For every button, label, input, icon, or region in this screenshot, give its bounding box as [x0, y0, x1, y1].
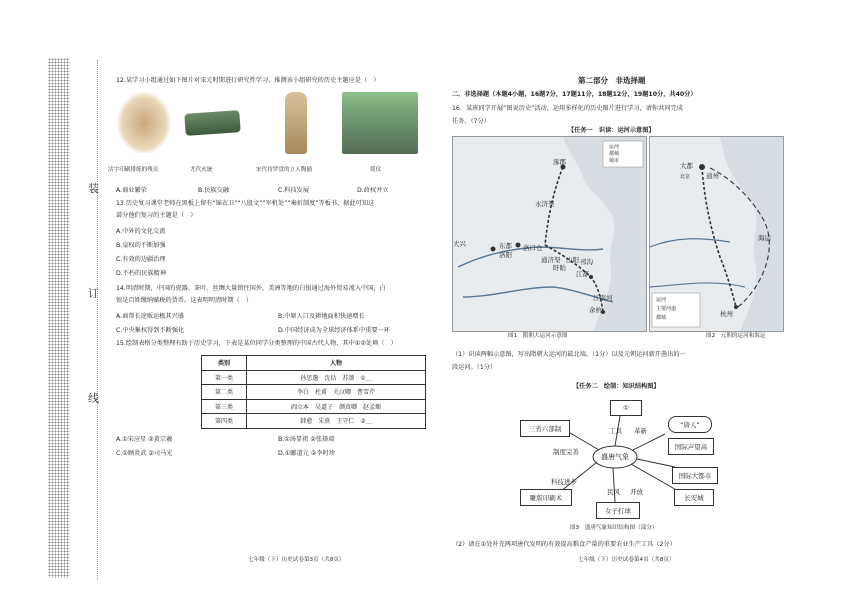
q13-option-d: D.不朽的民族精神: [116, 270, 167, 277]
mindmap-changan: 长安城: [674, 489, 714, 506]
map1-label-hangou: 邗沟: [580, 258, 593, 266]
photo-figurine: [285, 92, 307, 154]
task2-title: 【任务二 绘制：知识结构图】: [573, 383, 660, 390]
binding-line: [97, 60, 98, 580]
table-cell-people: 李白 杜甫 关汉卿 曹雪芹: [247, 385, 426, 400]
footer-right: 七年级（下）历史试卷第4页（共8页）: [578, 557, 675, 563]
fig1-caption: 图1 隋朝大运河示意图: [508, 333, 568, 339]
q12-caption-2: 尤代火铳: [190, 167, 213, 173]
map1-label-shanyang: 山阳: [566, 256, 579, 264]
table-header-row: [202, 356, 426, 371]
q12-option-d: D.政权并立: [357, 187, 389, 194]
map2-legend-canal: 运河: [656, 297, 667, 303]
map-yuan-canal: [649, 136, 784, 332]
table-cell-people: 阎立本 吴道子 颜真卿 赵孟頫: [247, 399, 426, 414]
map2-label-dadu: 大都: [680, 162, 693, 170]
map1-label-luokoucang: 洛口仓: [523, 244, 543, 252]
map1-label-tongjiqu: 通济渠: [541, 256, 561, 264]
map2-label-tongzhou: 通州: [706, 172, 719, 180]
map1-label-luoyang: 洛阳: [499, 251, 512, 259]
mindmap-link-tools: 工具: [609, 427, 622, 435]
table-cell-category: 第三类: [202, 399, 247, 414]
mindmap-prestige: 国际声望高: [668, 438, 714, 455]
q15-option-d: D.①郦道元 ②李时珍: [278, 450, 335, 457]
q13-option-a: A.中外的文化交流: [116, 228, 166, 235]
map-sui-canal: [452, 136, 647, 332]
binding-ding: 订: [88, 287, 99, 300]
table-cell-people: 韩愈 朱熹 王守仁 ②＿: [247, 414, 426, 429]
table-cell-category: 第二类: [202, 385, 247, 400]
mindmap-metropolis: 国际大都市: [672, 467, 718, 484]
q13-option-c: C.有效的边疆治理: [116, 256, 166, 263]
mindmap-link-open: 开放: [630, 488, 643, 496]
q16-1-line-2: 段运河。（1分）: [452, 364, 497, 371]
q12-option-a: A.商业繁荣: [116, 187, 147, 194]
q12-caption-1: 活字印刷排练的残页: [108, 167, 159, 173]
mindmap-blank-1: ①: [610, 400, 642, 416]
binding-xian: 线: [88, 392, 99, 405]
photo-type-fragment: [118, 93, 170, 153]
q16-1-line-1: （1）识读两幅示意图，写出隋朝大运河的最北端。（1分）以及元朝运河新开凿出的一: [452, 351, 686, 358]
map1-label-xuyi: 盱眙: [553, 264, 566, 272]
map1-legend-canal: 运河: [609, 144, 620, 150]
footer-left: 七年级（下）历史试卷第3页（共8页）: [248, 557, 345, 563]
table-header-people: 人物: [247, 356, 426, 371]
table-cell-category: 第一类: [202, 370, 247, 385]
map-sui-svg: [453, 137, 646, 331]
q15-option-b: B.①汤显祖 ②张择端: [278, 436, 335, 443]
q12-option-c: C.科技发展: [278, 187, 310, 194]
q14-stem-2: 银是百姓缴纳赋税的货币。这表明明清时期（ ）: [116, 297, 253, 304]
q12-option-b: B.民族交融: [198, 187, 229, 194]
table-row: [202, 399, 426, 414]
mindmap-printing: 雕版印刷术: [520, 489, 572, 506]
mindmap-link-reform: 革新: [634, 427, 647, 435]
q14-option-a: A.商帮长途贩运极其兴盛: [116, 313, 184, 320]
mindmap-link-customs: 民风: [607, 488, 620, 496]
mindmap-tangren: “唐人”: [668, 416, 712, 433]
q15-table: [201, 355, 426, 429]
table-header-category: 类别: [202, 356, 247, 371]
q13-stem-2: 部分他们复习的主题是（ ）: [116, 212, 197, 219]
mindmap-link-system: 制度完善: [553, 448, 579, 456]
task1-title: 【任务一 识读：运河示意图】: [568, 127, 655, 134]
q14-option-b: B.中原人口及耕地面积快速增长: [278, 313, 365, 320]
q12-caption-4: 简仪: [370, 167, 382, 173]
map2-label-hangzhou: 杭州: [720, 310, 733, 318]
map1-label-yuhang: 余杭: [589, 306, 602, 314]
q13-stem-1: 13.历史复习课堂老师在黑板上留有“锦衣卫”“八股文”“军机处”“奏折制度”等板书，据此可知这: [116, 200, 375, 207]
mindmap-center: 盛唐气象: [601, 453, 629, 461]
q16-2: （2）请在①处补充两项唐代发明的有效提高粮食产量的重要农业生产工具（2分）: [452, 541, 676, 548]
q15-option-c: C.①顾炎武 ②司马光: [116, 450, 173, 457]
binding-hatch: [48, 58, 70, 578]
map1-label-dongdu: 东都: [499, 242, 512, 250]
table-row: [202, 385, 426, 400]
map1-label-yongjiqu: 永济渠: [535, 200, 555, 208]
table-row: [202, 414, 426, 429]
q12-caption-3: 宋代持罗盘的立人陶俑: [256, 167, 312, 173]
map2-legend-capital: 都城: [656, 315, 667, 321]
table-cell-category: 第四类: [202, 414, 247, 429]
map1-label-zhuojun: 涿郡: [553, 158, 566, 166]
q12-stem: 12.某学习小组通过如下图片对宋元时期进行研究性学习，推测该小组研究的历史主题应是（ ）: [116, 77, 380, 84]
map2-legend-river: 主要河道: [656, 306, 677, 312]
fig2-caption: 图2 元朝的运河和海运: [706, 333, 766, 339]
q16-stem-1: 16．某班同学开展“图说历史”活动，运用多样化的历史图片进行学习，请你共同完成: [452, 105, 683, 112]
q14-option-c: C.中央集权得到不断强化: [116, 327, 185, 334]
map1-label-jiangnanhe: 江南河: [593, 294, 613, 302]
map1-label-jiangdu: 江都: [576, 270, 589, 278]
fig3-caption: 图3 盛唐气象知识结构图（部分）: [570, 525, 658, 531]
section-title: 第二部分 非选择题: [578, 76, 646, 85]
binding-zhuang: 装: [88, 182, 99, 195]
table-row: [202, 370, 426, 385]
map2-label-haiyun: 海运: [758, 234, 771, 242]
q14-option-d: D.中国经济成为全球经济体系中重要一环: [278, 327, 390, 334]
q14-stem-1: 14.明清时期，中国的瓷器、茶叶、丝绸大量销往国外，美洲等地的白银通过海外贸易流入中国，白: [116, 285, 386, 292]
q16-stem-2: 任务。（7分）: [452, 118, 490, 125]
mindmap-link-tech: 科技进步: [551, 478, 577, 486]
section-subtitle: 二、非选择题（本题4小题，16题7分，17题11分，18题12分，19题10分，共40分）: [452, 91, 697, 98]
table-cell-people: 孙思邈 沈括 苏颂 ①＿: [247, 370, 426, 385]
mindmap-sansheng: 三省六部制: [520, 420, 570, 437]
q13-option-b: B.皇权的不断加强: [116, 242, 166, 249]
photo-armillary: [342, 92, 418, 154]
q15-stem: 15.绘制表格分类整理有助于历史学习，下表是某位同学分类整理的中国古代人物，其中①②处填（ ）: [116, 340, 397, 347]
map1-legend-city: 城市: [609, 158, 620, 164]
map1-label-daxing: 大兴: [453, 240, 466, 248]
q15-option-a: A.①宋应星 ②黄宗羲: [116, 436, 173, 443]
map2-label-beijing: 北京: [680, 174, 691, 180]
photo-fire-lance: [184, 110, 240, 136]
map1-legend-capital: 都城: [609, 151, 620, 157]
mindmap-polo: 女子打球: [596, 502, 640, 519]
